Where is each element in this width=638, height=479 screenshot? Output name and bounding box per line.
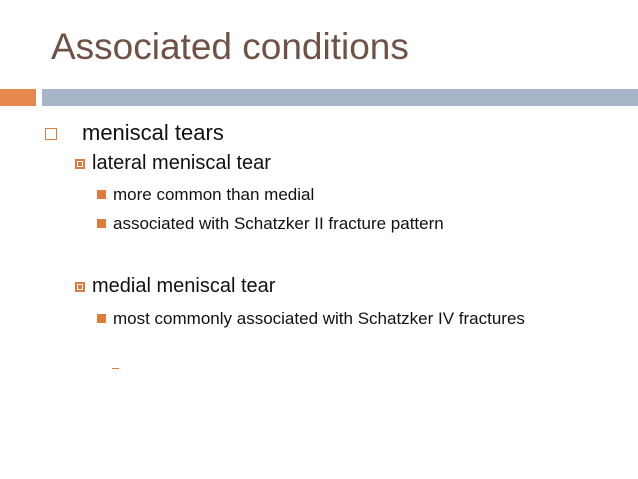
bullet-level2 bbox=[75, 275, 275, 298]
bullet-level1 bbox=[45, 120, 224, 146]
filled-square-bullet-icon bbox=[97, 190, 106, 199]
bullet-level3 bbox=[97, 184, 314, 205]
bullet-text: most commonly associated with Schatzker IV fractures bbox=[113, 309, 525, 328]
square-bullet-icon bbox=[75, 159, 85, 169]
bullet-level3 bbox=[97, 213, 444, 234]
bullet-text: associated with Schatzker II fracture pattern bbox=[113, 214, 444, 233]
bullet-level3 bbox=[97, 308, 537, 329]
hollow-square-bullet-icon bbox=[45, 128, 57, 140]
bullet-text: lateral meniscal tear bbox=[92, 152, 271, 174]
bullet-text: medial meniscal tear bbox=[92, 275, 276, 297]
slide-title: Associated conditions bbox=[51, 26, 409, 67]
bullet-text: meniscal tears bbox=[82, 120, 224, 145]
filled-square-bullet-icon bbox=[97, 314, 106, 323]
empty-bullet-dash bbox=[112, 368, 119, 369]
bullet-level2 bbox=[75, 152, 271, 175]
title-accent-bar bbox=[0, 89, 36, 106]
filled-square-bullet-icon bbox=[97, 219, 106, 228]
square-bullet-icon bbox=[75, 282, 85, 292]
title-rule-bar bbox=[42, 89, 638, 106]
bullet-text: more common than medial bbox=[113, 185, 315, 204]
